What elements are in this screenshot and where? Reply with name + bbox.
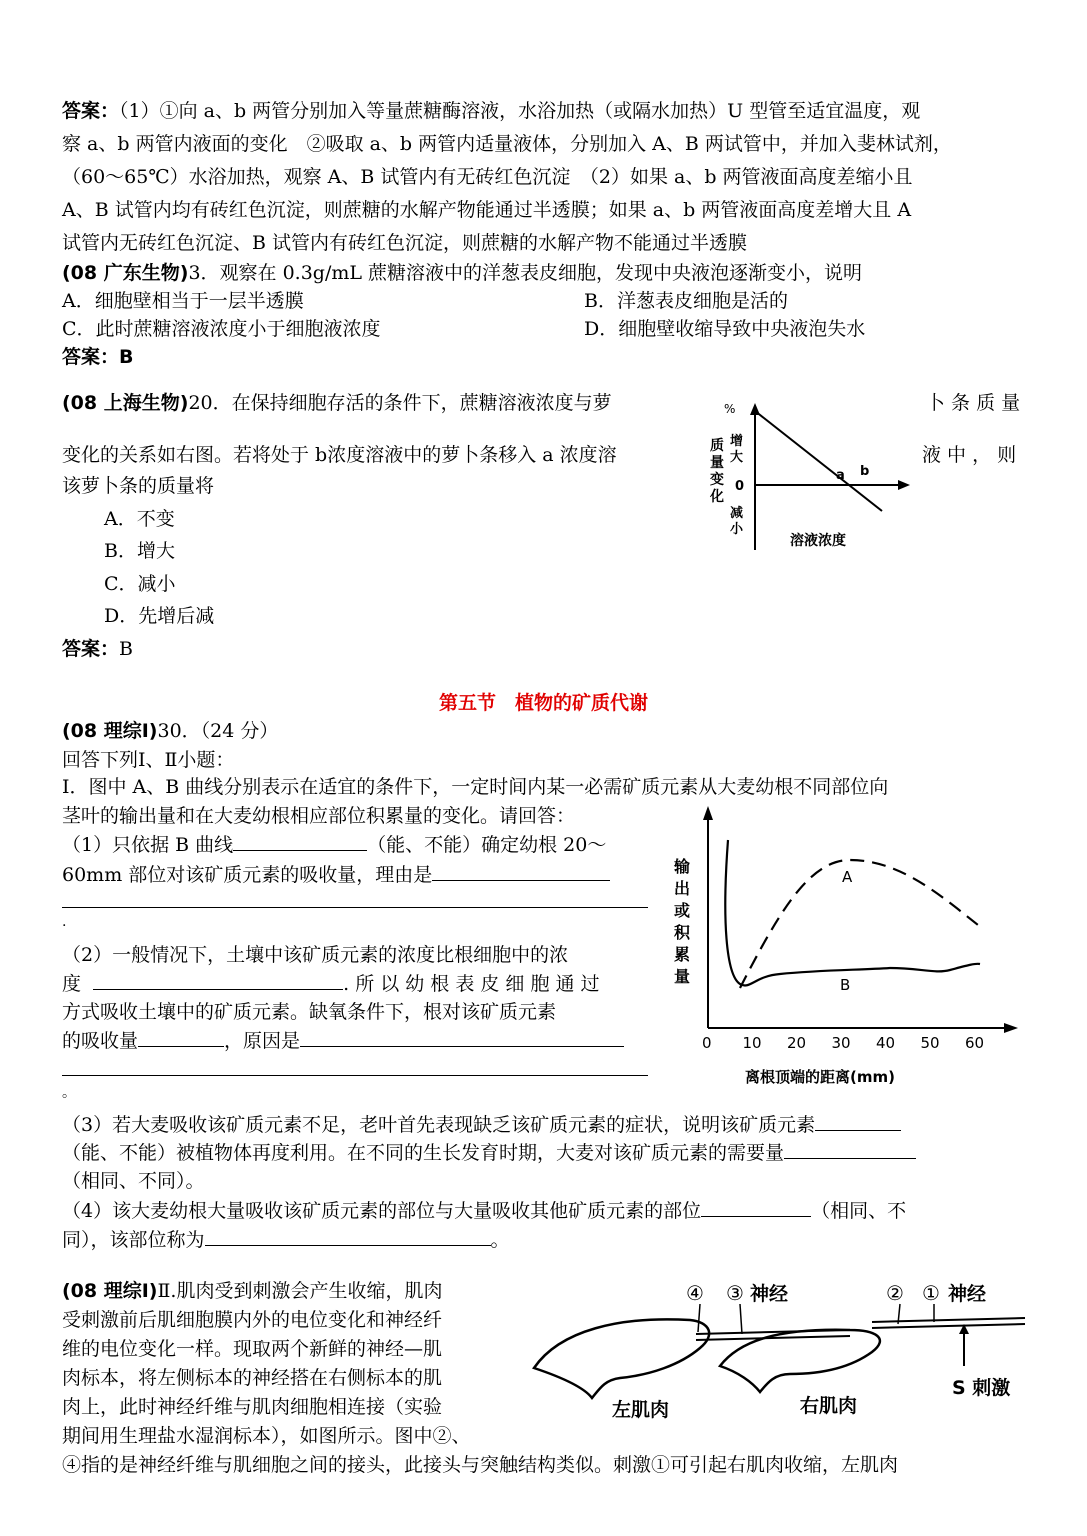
q20-answer-label: 答案： <box>62 638 120 660</box>
nerve-label-1: 神经 <box>750 1283 789 1305</box>
section-title: 第五节 植物的矿质代谢 <box>438 692 648 714</box>
q30-part1-line2: 茎叶的输出量和在大麦幼根相应部位积累量的变化。请回答： <box>62 805 576 827</box>
nerve-label-2: 神经 <box>948 1283 987 1305</box>
answer-line-1 <box>62 96 920 123</box>
q30-2-line7: ④指的是神经纤维与肌细胞之间的接头，此接头与突触结构类似。刺激①可引起右肌肉收缩，左肌肉 <box>62 1454 899 1476</box>
x-axis-label: 溶液浓度 <box>790 533 846 549</box>
q3-option-d: D．细胞壁收缩导致中央液泡失水 <box>584 318 866 340</box>
y-axis-label-char: 累 <box>674 945 691 964</box>
q20-source: (08 上海生物) <box>62 392 189 414</box>
sub2-text-b2: . 所 以 幼 根 表 皮 细 胞 通 过 <box>343 973 600 995</box>
q3-answer-label: 答案： <box>62 346 120 368</box>
q30-absorption-chart <box>660 800 1030 1095</box>
y-up-label-1: 增 <box>730 434 744 449</box>
sub2-blank-3[interactable] <box>300 1028 624 1047</box>
marker-2: ② <box>886 1281 904 1305</box>
x-tick-label: 40 <box>876 1034 896 1052</box>
q30-sub4-line1 <box>62 1196 906 1223</box>
q3-answer <box>62 342 134 369</box>
q30-sub1-line1 <box>62 830 606 857</box>
curve-a-label: A <box>842 868 853 886</box>
q3-option-b: B．洋葱表皮细胞是活的 <box>584 290 788 312</box>
y-down-label-1: 减 <box>730 506 744 521</box>
q30-sub2-line3: 方式吸收土壤中的矿质元素。缺氧条件下，根对该矿质元素 <box>62 1001 557 1023</box>
marker-3: ③ <box>726 1281 744 1305</box>
q20-option-a: A．不变 <box>104 508 175 530</box>
answer-line-3: （60～65℃）水浴加热，观察 A、B 试管内有无砖红色沉淀 （2）如果 a、b 两管液面高度差缩小且 <box>62 166 913 188</box>
sub3-blank-1[interactable] <box>815 1112 901 1131</box>
sub4-text-d: 。 <box>490 1229 510 1251</box>
q3-option-a: A．细胞壁相当于一层半透膜 <box>62 290 304 312</box>
y-axis-label-2: 量 <box>710 455 724 471</box>
y-axis-label-char: 或 <box>674 901 691 920</box>
x-tick-label: 20 <box>787 1034 807 1052</box>
sub1-blank-1[interactable] <box>233 832 367 851</box>
q30-sub3-line2 <box>62 1138 916 1165</box>
q20-answer <box>62 634 133 661</box>
q3-source: (08 广东生物) <box>62 262 189 284</box>
x-tick-label: 30 <box>831 1034 851 1052</box>
x-tick-labels <box>702 1034 984 1052</box>
sub4-blank-1[interactable] <box>701 1198 811 1217</box>
nerve-muscle-diagram <box>520 1270 1040 1445</box>
q20-stem-1 <box>62 388 612 415</box>
q20-stem-2: 卜 条 质 量 <box>926 392 1021 414</box>
x-tick-label: 60 <box>965 1034 985 1052</box>
y-down-label-2: 小 <box>730 522 744 537</box>
q3-answer-value: B <box>119 346 134 368</box>
q30-2-line1 <box>62 1276 442 1303</box>
q20-stem-3: 变化的关系如右图。若将处于 b浓度溶液中的萝卜条移入 a 浓度溶 <box>62 444 617 466</box>
y-axis-label-char: 量 <box>674 967 691 986</box>
y-axis-label-char: 积 <box>674 923 691 942</box>
sub3-blank-2[interactable] <box>784 1140 916 1159</box>
sub1-blank-2[interactable] <box>432 862 610 881</box>
q30-sub2-line1: （2）一般情况下，土壤中该矿质元素的浓度比根细胞中的浓 <box>62 944 569 966</box>
q30-part1-line1: Ⅰ．图中 A、B 曲线分别表示在适宜的条件下，一定时间内某一必需矿质元素从大麦幼根不同部位向 <box>62 776 889 798</box>
curve-b-label: B <box>840 976 851 994</box>
point-b-label: b <box>860 464 870 479</box>
q30-sub3-line3: （相同、不同）。 <box>62 1170 205 1192</box>
x-tick-label: 50 <box>920 1034 940 1052</box>
sub2-text-b1: 度 <box>62 973 82 995</box>
sub3-text-b: （能、不能）被植物体再度利用。在不同的生长发育时期，大麦对该矿质元素的需要量 <box>62 1142 785 1164</box>
y-up-label-2: 大 <box>730 450 744 465</box>
x-tick-label: 10 <box>742 1034 762 1052</box>
q20-option-d: D．先增后减 <box>104 605 215 627</box>
y-axis-label <box>673 857 691 986</box>
q30-stem: 30．（24 分） <box>157 720 279 742</box>
q30-sub3-line1 <box>62 1110 901 1137</box>
marker-4: ④ <box>686 1281 704 1305</box>
sub1-answer-line[interactable] <box>62 907 648 908</box>
q20-option-c: C．减小 <box>104 573 176 595</box>
q30-2-line4: 肉标本，将左侧标本的神经搭在右侧标本的肌 <box>62 1367 443 1389</box>
left-muscle-label: 左肌肉 <box>612 1399 670 1421</box>
q30-2-line6: 期间用生理盐水湿润标本），如图所示。图中②、 <box>62 1425 471 1447</box>
y-axis-label-3: 变 <box>710 472 724 488</box>
answer-text-1: （1）①向 a、b 两管分别加入等量蔗糖酶溶液，水浴加热（或隔水加热）U 型管至适宜温度，观 <box>119 100 921 122</box>
q20-mass-change-chart <box>700 395 910 560</box>
q20-answer-value: B <box>119 638 133 660</box>
sub4-text-c: 同），该部位称为 <box>62 1229 205 1251</box>
sub2-blank-1[interactable] <box>93 971 343 990</box>
q30-sub2-line2 <box>62 969 600 996</box>
y-axis-label-4: 化 <box>710 489 724 505</box>
q30-sub1-line2 <box>62 860 610 887</box>
q30-2-line5: 肉上，此时神经纤维与肌肉细胞相连接（实验 <box>62 1396 443 1418</box>
y-axis-label-1: 质 <box>710 438 724 454</box>
q30-header <box>62 716 278 743</box>
q30-2-line2: 受刺激前后肌细胞膜内外的电位变化和神经纤 <box>62 1309 443 1331</box>
answer-line-5: 试管内无砖红色沉淀、B 试管内有砖红色沉淀，则蔗糖的水解产物不能通过半透膜 <box>62 232 748 254</box>
sub2-blank-2[interactable] <box>138 1028 224 1047</box>
q20-stem-4: 液 中 ， 则 <box>922 444 1017 466</box>
sub2-answer-line[interactable] <box>62 1075 648 1076</box>
y-axis-label-char: 出 <box>674 879 691 898</box>
answer-line-2: 察 a、b 两管内液面的变化 ②吸取 a、b 两管内适量液体，分别加入 A、B 两试管中，并加入斐林试剂， <box>62 133 952 155</box>
x-tick-label: 0 <box>702 1034 712 1052</box>
y-axis-label-char: 输 <box>674 857 691 876</box>
answer-line-4: A、B 试管内均有砖红色沉淀，则蔗糖的水解产物能通过半透膜；如果 a、b 两管液面高度差增大且 A <box>62 199 912 221</box>
y-unit: % <box>724 402 736 416</box>
sub1-dot: . <box>62 914 67 930</box>
marker-1: ① <box>922 1281 940 1305</box>
sub1-text-b: （能、不能）确定幼根 20～ <box>367 834 607 856</box>
q20-stem-text-1: 20．在保持细胞存活的条件下，蔗糖溶液浓度与萝 <box>188 392 612 414</box>
sub2-text-d2: ，原因是 <box>224 1030 301 1052</box>
q3-stem-text: 3．观察在 0.3g/mL 蔗糖溶液中的洋葱表皮细胞，发现中央液泡逐渐变小，说明 <box>188 262 863 284</box>
q30-2-line3: 维的电位变化一样。现取两个新鲜的神经—肌 <box>62 1338 443 1360</box>
q30-sub4-line2 <box>62 1225 510 1252</box>
sub4-text-b: （相同、不 <box>811 1200 907 1222</box>
q30-sub2-line4 <box>62 1026 624 1053</box>
q30-intro: 回答下列Ⅰ、Ⅱ小题： <box>62 749 235 771</box>
sub4-blank-2[interactable] <box>205 1227 491 1246</box>
sub1-text-a: （1）只依据 B 曲线 <box>62 834 234 856</box>
q30-source: (08 理综Ⅰ) <box>62 720 158 742</box>
y-zero-label: 0 <box>735 479 745 494</box>
point-a-label: a <box>836 468 845 483</box>
q3-option-c: C．此时蔗糖溶液浓度小于细胞液浓度 <box>62 318 381 340</box>
q20-stem-5: 该萝卜条的质量将 <box>62 475 215 497</box>
q3-stem <box>62 258 862 285</box>
sub1-text-c: 60mm 部位对该矿质元素的吸收量，理由是 <box>62 864 433 886</box>
q30-2-text-1: Ⅱ.肌肉受到刺激会产生收缩，肌肉 <box>157 1280 443 1302</box>
q30-2-source: (08 理综Ⅰ) <box>62 1280 158 1302</box>
right-muscle-label: 右肌肉 <box>800 1395 858 1417</box>
q20-option-b: B．增大 <box>104 540 175 562</box>
sub3-text-a: （3）若大麦吸收该矿质元素不足，老叶首先表现缺乏该矿质元素的症状，说明该矿质元素 <box>62 1114 816 1136</box>
stimulus-label: S 刺激 <box>952 1377 1011 1399</box>
sub4-text-a: （4）该大麦幼根大量吸收该矿质元素的部位与大量吸收其他矿质元素的部位 <box>62 1200 702 1222</box>
sub2-text-d1: 的吸收量 <box>62 1030 139 1052</box>
sub2-period: 。 <box>62 1085 76 1101</box>
x-axis-label: 离根顶端的距离(mm) <box>745 1068 895 1086</box>
answer-label: 答案： <box>62 100 120 122</box>
